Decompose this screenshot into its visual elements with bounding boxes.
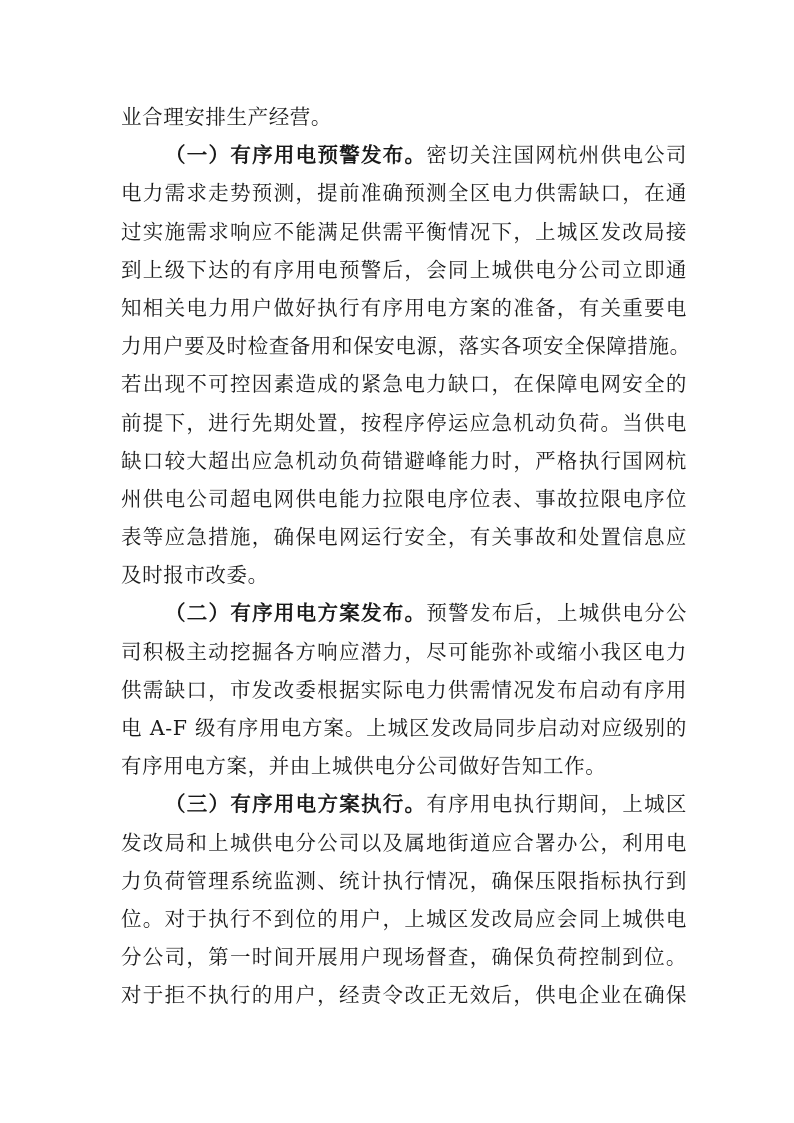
text-span: 密切关注国网杭州供电公司 bbox=[426, 143, 688, 168]
text-line: 供需缺口，市发改委根据实际电力供需情况发布启动有序用 bbox=[121, 677, 687, 702]
text-line: 表等应急措施，确保电网运行安全，有关事故和处置信息应 bbox=[121, 525, 687, 550]
text-line: 到上级下达的有序用电预警后，会同上城供电分公司立即通 bbox=[121, 257, 687, 282]
text-line: 司积极主动挖掘各方响应潜力，尽可能弥补或缩小我区电力 bbox=[121, 639, 687, 664]
text-line: 业合理安排生产经营。 bbox=[121, 105, 332, 129]
text-line: 州供电公司超电网供电能力拉限电序位表、事故拉限电序位 bbox=[121, 486, 687, 511]
text-line: 力负荷管理系统监测、统计执行情况，确保压限指标执行到 bbox=[121, 868, 687, 893]
section-first-line bbox=[121, 136, 687, 174]
text-line: 力用户要及时检查备用和保安电源，落实各项安全保障措施。 bbox=[121, 334, 691, 359]
text-span: 有序用电执行期间，上城区 bbox=[426, 792, 688, 817]
text-line: 过实施需求响应不能满足供需平衡情况下，上城区发改局接 bbox=[121, 219, 687, 244]
text-line: 若出现不可控因素造成的紧急电力缺口，在保障电网安全的 bbox=[121, 372, 687, 397]
text-line: 及时报市改委。 bbox=[121, 563, 269, 588]
document-body bbox=[121, 98, 691, 1015]
text-line: 前提下，进行先期处置，按程序停运应急机动负荷。当供电 bbox=[121, 410, 687, 435]
text-line: 电 A-F 级有序用电方案。上城区发改局同步启动对应级别的 bbox=[121, 716, 687, 740]
text-line: 分公司，第一时间开展用户现场督查，确保负荷控制到位。 bbox=[121, 945, 687, 970]
text-line: 发改局和上城供电分公司以及属地街道应合署办公，利用电 bbox=[121, 830, 687, 855]
section-first-line bbox=[121, 785, 687, 823]
text-span: 预警发布后，上城供电分公 bbox=[426, 601, 688, 626]
section-heading: （二）有序用电方案发布。 bbox=[165, 601, 427, 626]
text-line: 有序用电方案，并由上城供电分公司做好告知工作。 bbox=[121, 754, 607, 779]
section-heading: （一）有序用电预警发布。 bbox=[165, 143, 427, 168]
text-line: 电力需求走势预测，提前准确预测全区电力供需缺口，在通 bbox=[121, 181, 687, 206]
text-line: 知相关电力用户做好执行有序用电方案的准备，有关重要电 bbox=[121, 295, 687, 320]
section-first-line bbox=[121, 594, 687, 632]
text-line: 位。对于执行不到位的用户，上城区发改局应会同上城供电 bbox=[121, 906, 687, 931]
text-line: 对于拒不执行的用户，经责令改正无效后，供电企业在确保 bbox=[121, 983, 687, 1008]
section-heading: （三）有序用电方案执行。 bbox=[165, 792, 427, 817]
text-line: 缺口较大超出应急机动负荷错避峰能力时，严格执行国网杭 bbox=[121, 448, 687, 473]
